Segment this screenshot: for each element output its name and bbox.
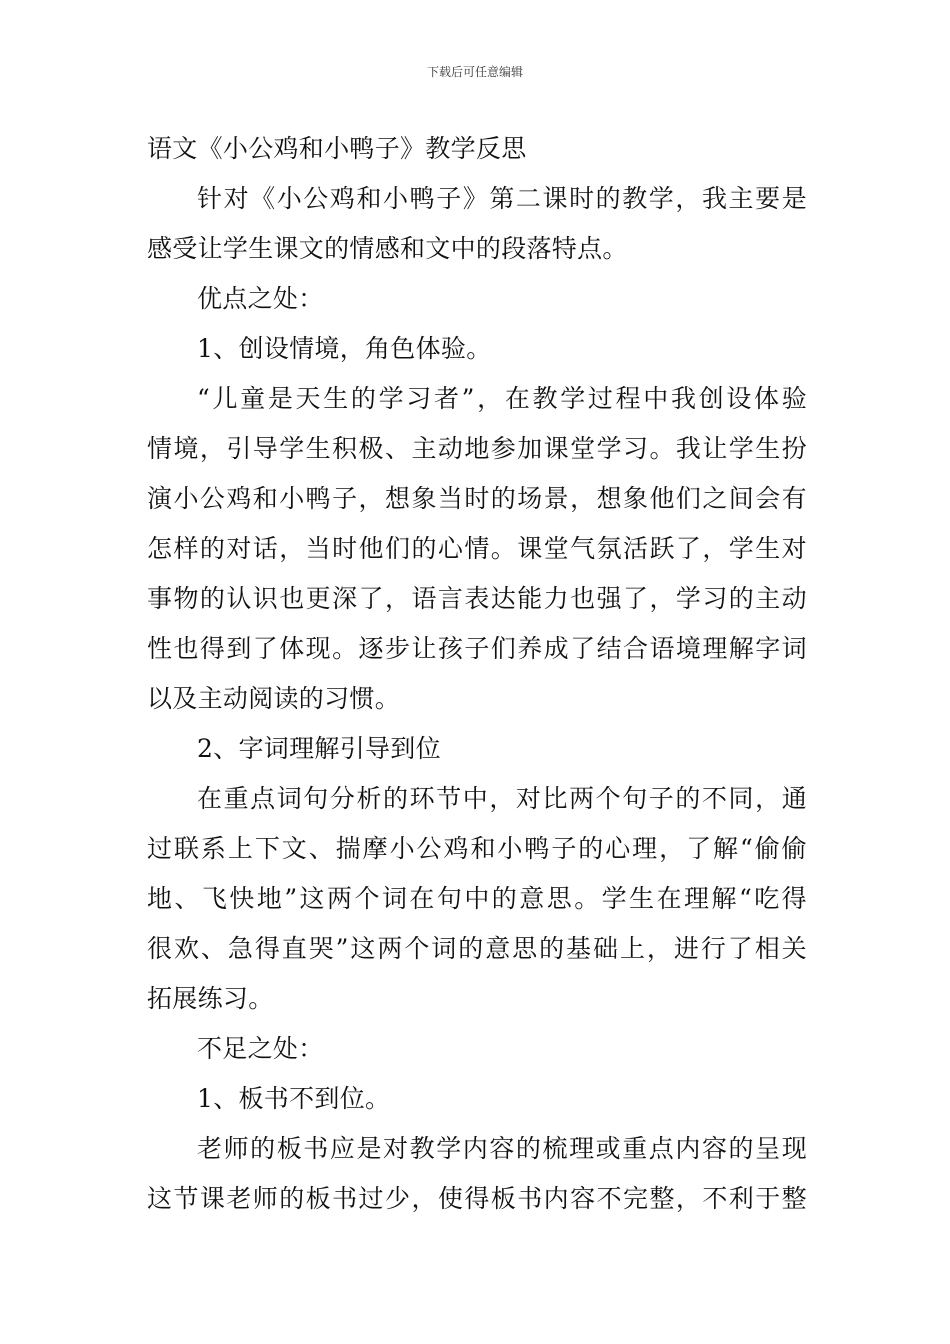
paragraph-line: 针对《小公鸡和小鸭子》第二课时的教学，我主要是 [197, 184, 807, 213]
subsection-heading: 1、创设情境，角色体验。 [197, 334, 492, 363]
paragraph-line: 怎样的对话，当时他们的心情。课堂气氛活跃了，学生对 [147, 534, 807, 563]
section-heading: 优点之处： [197, 284, 324, 313]
paragraph-line: 性也得到了体现。逐步让孩子们养成了结合语境理解字词 [147, 634, 807, 663]
document-body [147, 124, 807, 1224]
paragraph-line: 情境，引导学生积极、主动地参加课堂学习。我让学生扮 [147, 434, 807, 463]
paragraph-line: 以及主动阅读的习惯。 [147, 684, 401, 713]
subsection-heading: 1、板书不到位。 [197, 1084, 391, 1113]
paragraph-line: 拓展练习。 [147, 984, 274, 1013]
section-heading: 不足之处： [197, 1034, 324, 1063]
document-title: 语文《小公鸡和小鸭子》教学反思 [147, 134, 527, 163]
paragraph-line: 这节课老师的板书过少，使得板书内容不完整，不利于整 [147, 1184, 807, 1213]
paragraph-line: 演小公鸡和小鸭子，想象当时的场景，想象他们之间会有 [147, 484, 807, 513]
page-header: 下载后可任意编辑 [426, 65, 523, 79]
paragraph-line: 在重点词句分析的环节中，对比两个句子的不同，通 [197, 784, 807, 813]
paragraph-line: “儿童是天生的学习者”，在教学过程中我创设体验 [197, 384, 807, 413]
paragraph-line: 很欢、急得直哭”这两个词的意思的基础上，进行了相关 [147, 934, 807, 963]
paragraph-line: 老师的板书应是对教学内容的梳理或重点内容的呈现 [197, 1134, 807, 1163]
subsection-heading: 2、字词理解引导到位 [197, 734, 441, 763]
paragraph-line: 过联系上下文、揣摩小公鸡和小鸭子的心理，了解“偷偷 [147, 834, 807, 863]
paragraph-line: 地、飞快地”这两个词在句中的意思。学生在理解“吃得 [147, 884, 807, 913]
paragraph-line: 感受让学生课文的情感和文中的段落特点。 [147, 234, 628, 263]
paragraph-line: 事物的认识也更深了，语言表达能力也强了，学习的主动 [147, 584, 807, 613]
